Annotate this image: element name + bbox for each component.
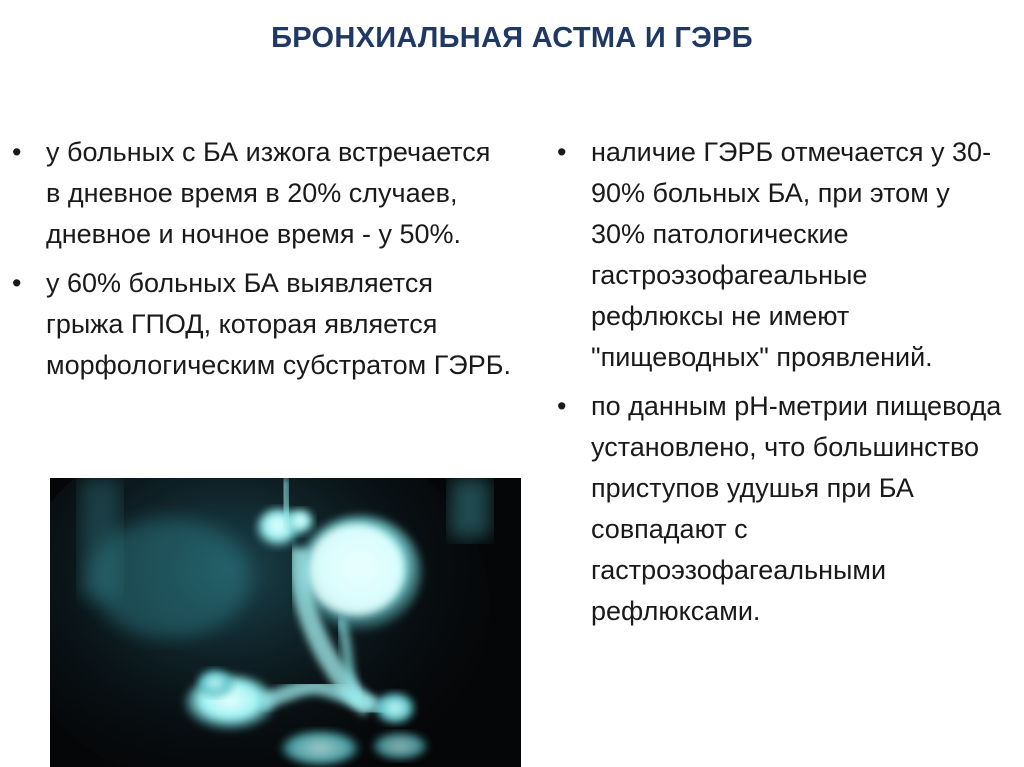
bullet-marker: • bbox=[12, 137, 22, 167]
left-column bbox=[12, 132, 512, 394]
bullet-marker: • bbox=[557, 391, 567, 421]
bullet-text: наличие ГЭРБ отмечается у 30-90% больных БА, при этом у 30% патологические гастроэзофагеальные рефлюксы не имеют "пищеводных" проявлений. bbox=[591, 137, 992, 372]
bullet-marker: • bbox=[557, 137, 567, 167]
xray-stomach-image bbox=[50, 478, 521, 767]
right-bullet-list bbox=[557, 132, 1007, 632]
slide-title: БРОНХИАЛЬНАЯ АСТМА И ГЭРБ bbox=[271, 22, 753, 54]
xray-illustration bbox=[50, 478, 521, 767]
bullet-text: у 60% больных БА выявляется грыжа ГПОД, которая является морфологическим субстратом ГЭРБ. bbox=[46, 268, 511, 380]
bullet-item bbox=[12, 263, 512, 386]
bullet-marker: • bbox=[12, 268, 22, 298]
bullet-item bbox=[557, 386, 1007, 632]
right-column bbox=[557, 132, 1007, 640]
bullet-item bbox=[557, 132, 1007, 378]
bullet-text: у больных с БА изжога встречается в дневное время в 20% случаев, дневное и ночное время - у 50%. bbox=[46, 137, 491, 249]
bullet-text: по данным рН-метрии пищевода установлено, что большинство приступов удушья при БА совпадают с гастроэзофагеальными рефлюксами. bbox=[591, 391, 1002, 626]
left-bullet-list bbox=[12, 132, 512, 386]
bullet-item bbox=[12, 132, 512, 255]
